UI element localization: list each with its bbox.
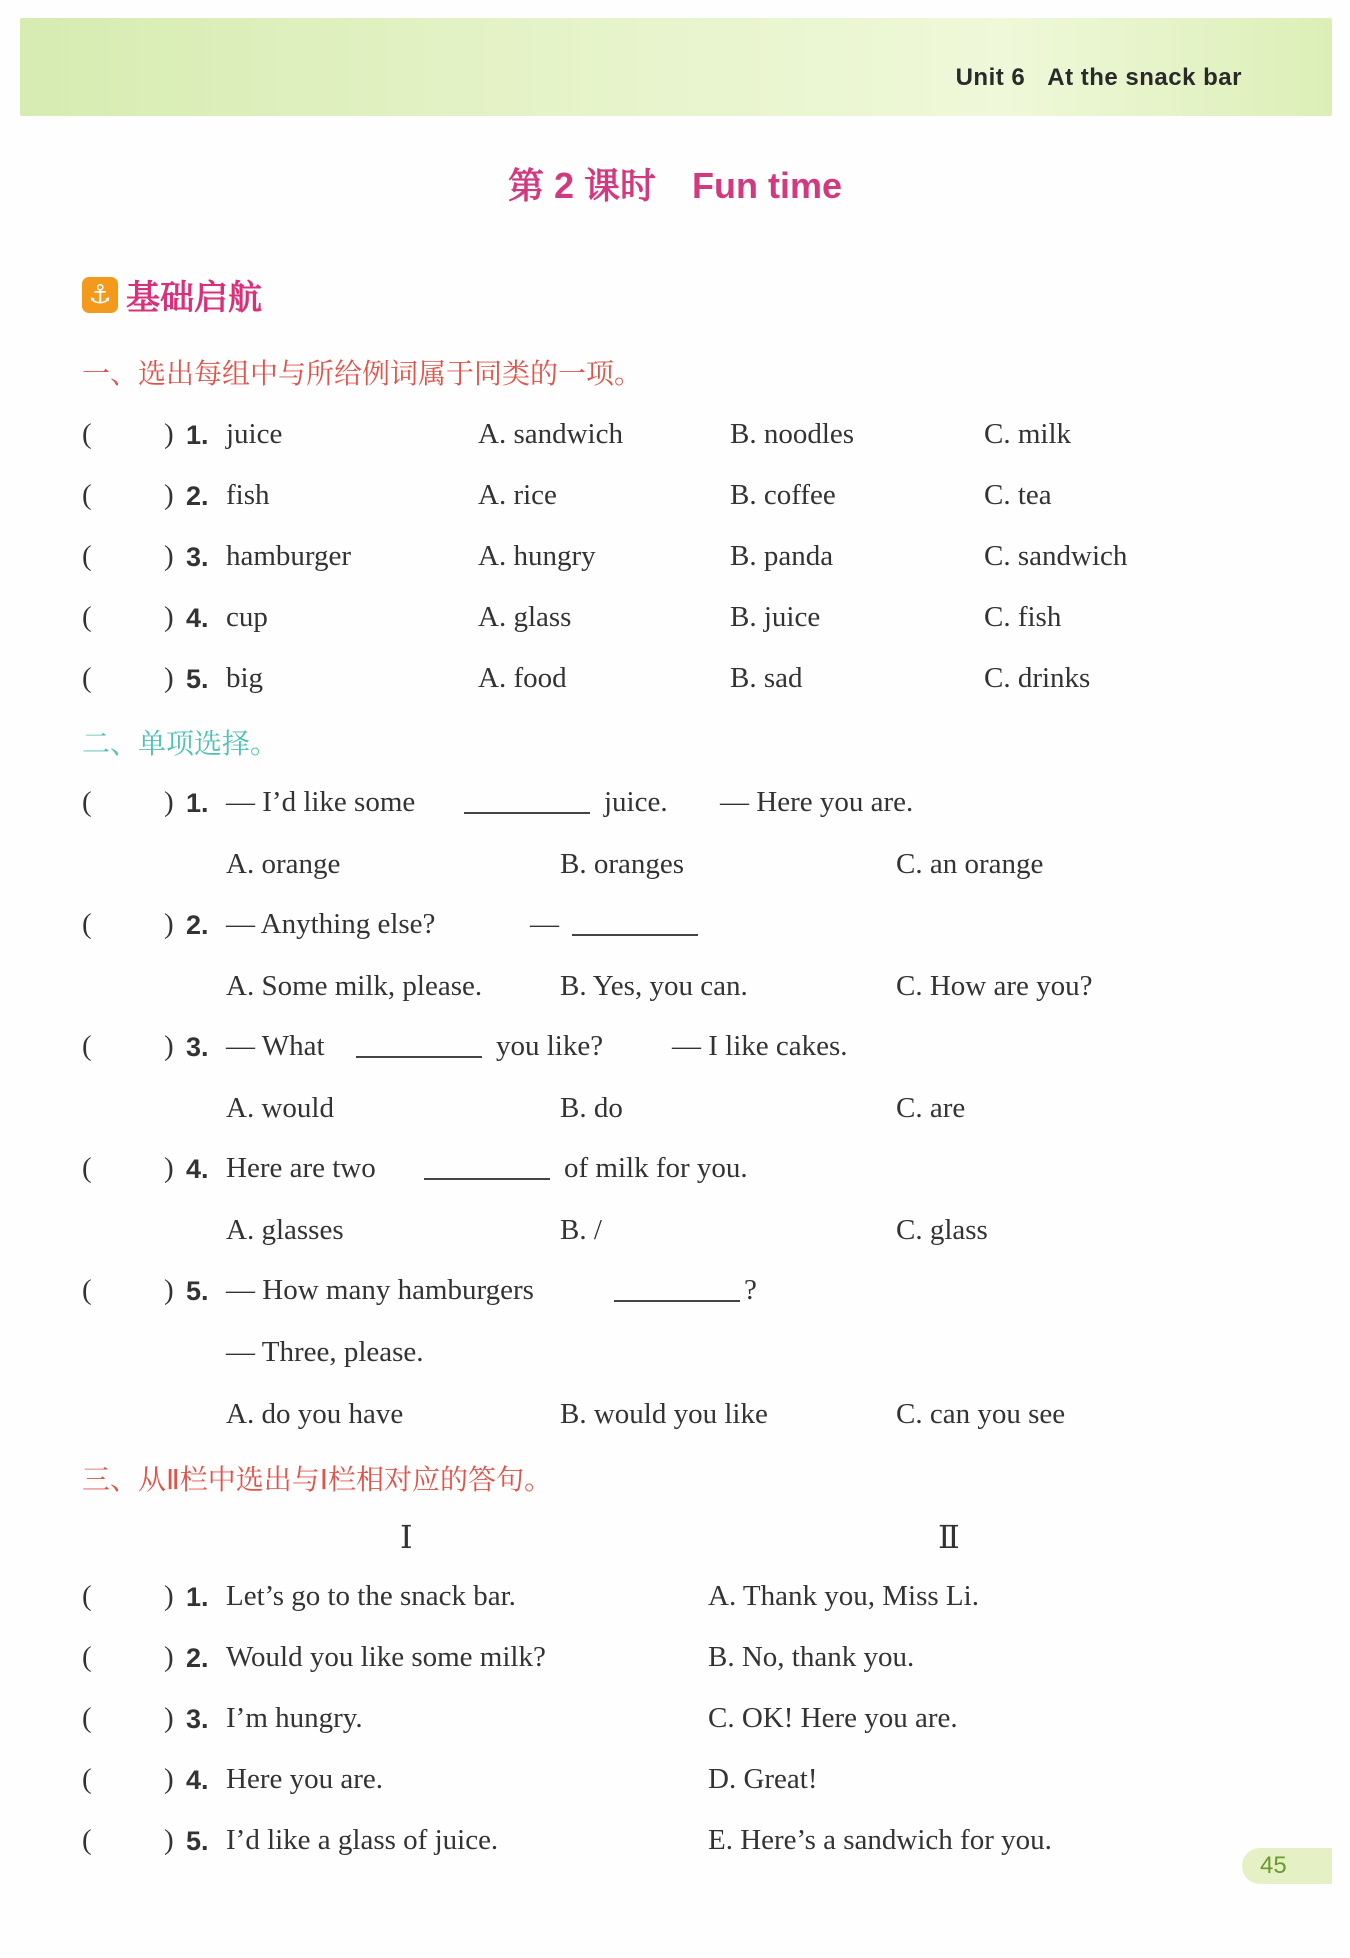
item-number: 5.: [186, 1276, 209, 1306]
option-b: B. sad: [730, 662, 803, 694]
answer-blank: [614, 1274, 740, 1302]
option-a: A. rice: [478, 479, 557, 511]
reply-text: — I like cakes.: [672, 1030, 848, 1062]
example-word: juice: [226, 418, 283, 450]
item-number: 3.: [186, 1704, 209, 1734]
part2-q5-options: [226, 1398, 1126, 1438]
option-a: A. glass: [478, 601, 572, 633]
question-text: Let’s go to the snack bar.: [226, 1580, 516, 1612]
option-b: B. /: [560, 1214, 602, 1246]
reply-text: —: [530, 908, 559, 940]
part2-q3-options: [226, 1092, 1126, 1132]
item-number: 4.: [186, 1154, 209, 1184]
answer-choice: A. Thank you, Miss Li.: [708, 1580, 979, 1612]
option-b: B. oranges: [560, 848, 685, 880]
question-text: — Anything else?: [226, 908, 436, 940]
option-a: A. food: [478, 662, 567, 694]
option-c: C. How are you?: [896, 970, 1093, 1002]
example-word: big: [226, 662, 264, 694]
answer-choice: D. Great!: [708, 1763, 818, 1795]
question-text: Here are two: [226, 1152, 376, 1184]
option-c: C. fish: [984, 601, 1062, 633]
item-number: 1.: [186, 1582, 209, 1612]
option-b: B. Yes, you can.: [560, 970, 748, 1002]
option-c: C. milk: [984, 418, 1072, 450]
question-text-after: you like?: [496, 1030, 604, 1062]
answer-blank: [464, 786, 590, 814]
option-c: C. glass: [896, 1214, 988, 1246]
option-c: C. drinks: [984, 662, 1091, 694]
option-a: A. do you have: [226, 1398, 404, 1430]
item-number: 3.: [186, 1032, 209, 1062]
example-word: hamburger: [226, 540, 352, 572]
item-number: 5.: [186, 1826, 209, 1856]
question-text: — I’d like some: [226, 786, 416, 818]
answer-blank: [424, 1152, 550, 1180]
part2-q1-options: [226, 848, 1126, 888]
lesson-en: Fun time: [692, 165, 843, 206]
question-text-after: juice.: [604, 786, 668, 818]
example-word: fish: [226, 479, 270, 511]
question-text: Here you are.: [226, 1763, 383, 1795]
question-text: — What: [226, 1030, 325, 1062]
reply-text: — Three, please.: [226, 1336, 424, 1368]
section-badge-label: 基础启航: [126, 278, 262, 318]
part2-heading: 二、单项选择。: [82, 727, 279, 760]
column-1-heading: Ⅰ: [400, 1519, 413, 1555]
page-number: 45: [1242, 1848, 1332, 1884]
section-badge: [82, 270, 262, 319]
lesson-title: [0, 158, 1350, 209]
column-2-heading: Ⅱ: [938, 1519, 960, 1555]
answer-choice: E. Here’s a sandwich for you.: [708, 1824, 1052, 1856]
anchor-icon: ⚓: [82, 277, 118, 313]
reply-text: — Here you are.: [720, 786, 914, 818]
item-number: 1.: [186, 420, 209, 450]
example-word: cup: [226, 601, 268, 633]
option-b: B. noodles: [730, 418, 855, 450]
unit-label: Unit 6 At the snack bar: [955, 64, 1242, 91]
option-c: C. sandwich: [984, 540, 1128, 572]
option-b: B. panda: [730, 540, 834, 572]
option-b: B. juice: [730, 601, 821, 633]
option-a: A. Some milk, please.: [226, 970, 483, 1002]
option-c: C. are: [896, 1092, 966, 1124]
part2-q4-options: [226, 1214, 1126, 1254]
item-number: 4.: [186, 603, 209, 633]
option-a: A. would: [226, 1092, 334, 1124]
option-c: C. tea: [984, 479, 1052, 511]
item-number: 5.: [186, 664, 209, 694]
option-a: A. sandwich: [478, 418, 623, 450]
answer-blank: [572, 908, 698, 936]
question-text: — How many hamburgers: [226, 1274, 534, 1306]
question-text: I’d like a glass of juice.: [226, 1824, 499, 1856]
item-number: 1.: [186, 788, 209, 818]
option-c: C. can you see: [896, 1398, 1066, 1430]
answer-blank: [356, 1030, 482, 1058]
question-text-after: ?: [744, 1274, 757, 1306]
item-number: 2.: [186, 910, 209, 940]
option-a: A. orange: [226, 848, 341, 880]
lesson-zh: 第 2 课时: [507, 165, 657, 206]
option-b: B. would you like: [560, 1398, 768, 1430]
item-number: 3.: [186, 542, 209, 572]
option-a: A. hungry: [478, 540, 596, 572]
question-text: Would you like some milk?: [226, 1641, 546, 1673]
part2-q2-options: [226, 970, 1186, 1010]
question-text-after: of milk for you.: [564, 1152, 748, 1184]
answer-choice: B. No, thank you.: [708, 1641, 915, 1673]
option-c: C. an orange: [896, 848, 1044, 880]
item-number: 4.: [186, 1765, 209, 1795]
part1-heading: 一、选出每组中与所给例词属于同类的一项。: [82, 357, 643, 390]
option-b: B. coffee: [730, 479, 836, 511]
part3-heading: 三、从Ⅱ栏中选出与Ⅰ栏相对应的答句。: [82, 1463, 553, 1496]
item-number: 2.: [186, 1643, 209, 1673]
part2-q5-line2: [226, 1336, 826, 1376]
option-a: A. glasses: [226, 1214, 344, 1246]
option-b: B. do: [560, 1092, 623, 1124]
item-number: 2.: [186, 481, 209, 511]
answer-choice: C. OK! Here you are.: [708, 1702, 958, 1734]
question-text: I’m hungry.: [226, 1702, 363, 1734]
